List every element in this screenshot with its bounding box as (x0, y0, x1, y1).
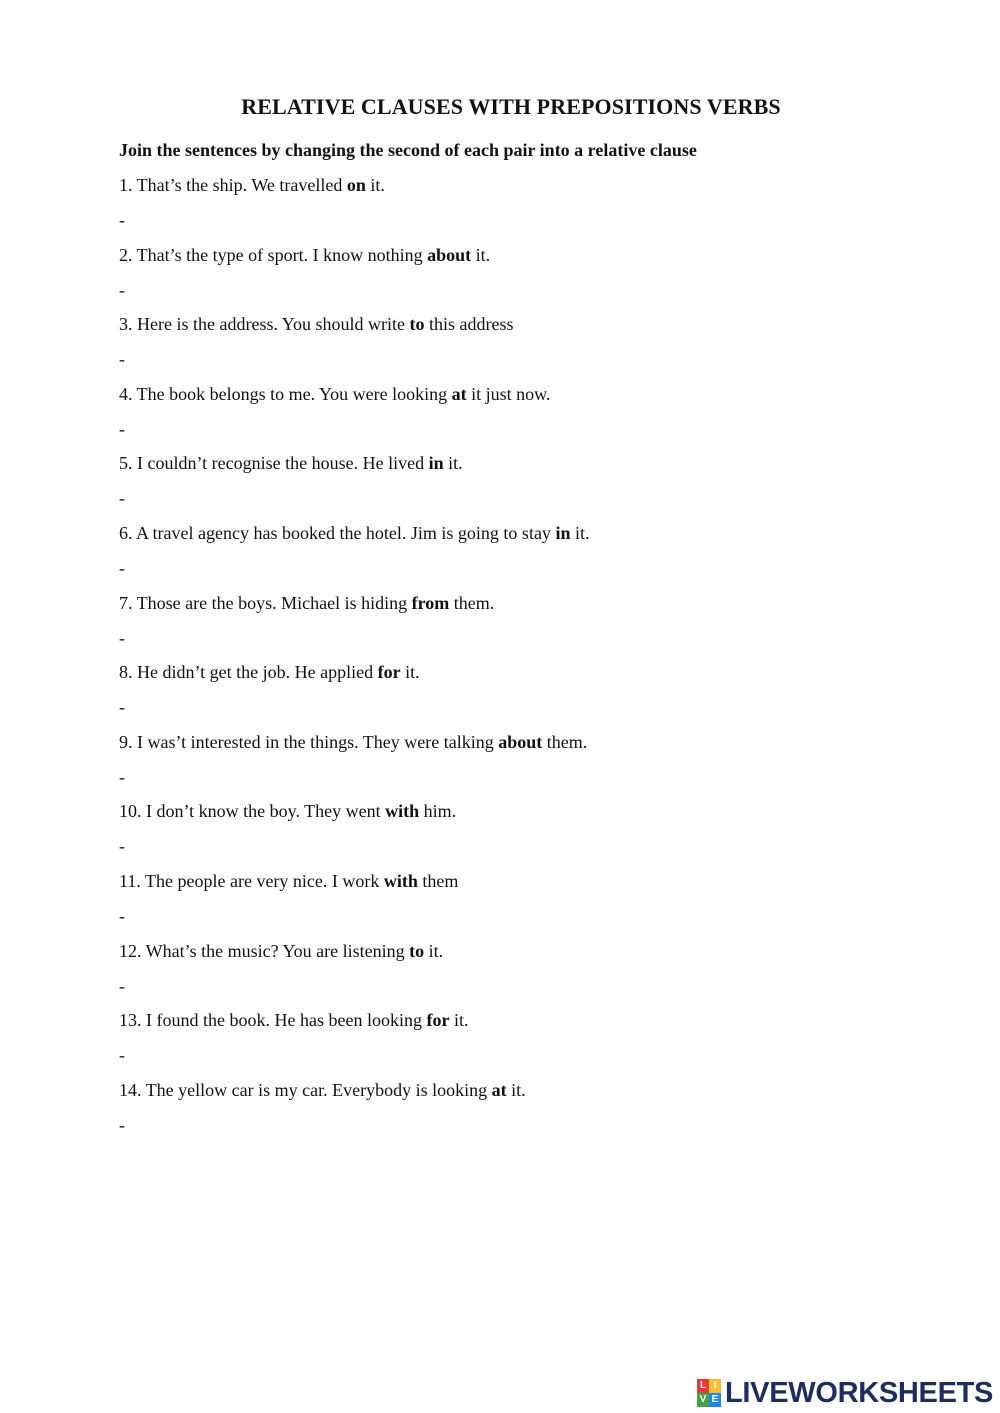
answer-input[interactable] (119, 487, 911, 509)
exercise-item (119, 244, 919, 314)
exercise-item (119, 870, 919, 940)
exercise-item (119, 592, 919, 662)
sentence-text: it. (400, 662, 420, 683)
exercise-sentence (119, 244, 490, 266)
answer-input[interactable] (119, 627, 911, 649)
preposition: on (346, 175, 366, 195)
exercise-item (119, 313, 919, 383)
exercise-item (119, 522, 919, 592)
preposition: about (427, 244, 472, 265)
sentence-text: 4. The book belongs to me. You were looking (119, 383, 452, 404)
exercise-sentence (119, 1009, 468, 1031)
answer-input[interactable] (119, 348, 911, 370)
sentence-text: it. (471, 244, 491, 265)
preposition: at (491, 1079, 507, 1100)
answer-input[interactable] (119, 557, 911, 579)
answer-input[interactable] (119, 1044, 911, 1066)
sentence-text: it just now. (466, 383, 551, 404)
answer-marker: - (119, 1045, 125, 1066)
answer-marker: - (119, 1114, 125, 1135)
sentence-text: it. (365, 175, 385, 195)
preposition: from (411, 592, 450, 613)
answer-input[interactable] (119, 1114, 911, 1136)
sentence-text: 7. Those are the boys. Michael is hiding (119, 592, 412, 613)
sentence-text: it. (424, 940, 444, 961)
sentence-text: it. (506, 1079, 526, 1100)
sentence-text: 10. I don’t know the boy. They went (119, 801, 386, 822)
exercise-sentence (119, 313, 513, 335)
sentence-text: it. (443, 453, 463, 474)
preposition: in (555, 522, 571, 543)
sentence-text: this address (424, 314, 514, 335)
sentence-text: 14. The yellow car is my car. Everybody is looking (119, 1079, 492, 1100)
answer-input[interactable] (119, 209, 911, 231)
sentence-text: them (417, 870, 459, 891)
sentence-text: him. (419, 801, 457, 822)
answer-input[interactable] (119, 835, 911, 857)
exercise-item (119, 731, 919, 801)
answer-marker: - (119, 279, 125, 300)
preposition: for (377, 662, 401, 683)
exercise-item (119, 661, 919, 731)
answer-marker: - (119, 697, 125, 718)
exercise-sentence (119, 800, 456, 822)
sentence-text: 13. I found the book. He has been looking (119, 1010, 427, 1031)
exercise-sentence (119, 174, 385, 196)
answer-marker: - (119, 418, 125, 439)
exercise-item (119, 174, 919, 244)
sentence-text: it. (570, 522, 590, 543)
liveworksheets-logo (697, 1378, 993, 1408)
exercise-sentence (119, 592, 494, 614)
exercise-sentence (119, 661, 420, 683)
logo-letter-l: L (697, 1379, 709, 1393)
sentence-text: 3. Here is the address. You should write (119, 314, 410, 335)
preposition: in (428, 453, 444, 474)
answer-marker: - (119, 975, 125, 996)
answer-input[interactable] (119, 766, 911, 788)
answer-marker: - (119, 627, 125, 648)
answer-input[interactable] (119, 418, 911, 440)
answer-marker: - (119, 210, 125, 230)
answer-input[interactable] (119, 279, 911, 301)
logo-letter-v: V (697, 1393, 709, 1407)
exercise-sentence (119, 940, 443, 962)
worksheet-title: RELATIVE CLAUSES WITH PREPOSITIONS VERBS (241, 94, 781, 119)
logo-letter-i: I (709, 1379, 721, 1393)
exercise-item (119, 383, 919, 453)
sentence-text: 12. What’s the music? You are listening (119, 940, 410, 961)
exercise-item (119, 1009, 919, 1079)
exercise-list (119, 174, 919, 1148)
exercise-sentence (119, 452, 463, 474)
sentence-text: them. (542, 731, 588, 752)
exercise-sentence (119, 731, 587, 753)
logo-wordmark: LIVEWORKSHEETS (725, 1376, 994, 1409)
exercise-item (119, 940, 919, 1010)
exercise-item (119, 452, 919, 522)
sentence-text: 6. A travel agency has booked the hotel. Jim is going to stay (119, 522, 556, 543)
instruction-text: Join the sentences by changing the second of each pair into a relative clause (119, 140, 697, 160)
answer-input[interactable] (119, 975, 911, 997)
logo-letter-e: E (709, 1393, 721, 1407)
sentence-text: 9. I was’t interested in the things. They were talking (119, 731, 499, 752)
answer-marker: - (119, 557, 125, 578)
exercise-sentence (119, 383, 551, 405)
preposition: to (409, 940, 425, 961)
sentence-text: 2. That’s the type of sport. I know nothing (119, 244, 428, 265)
preposition: for (426, 1010, 450, 1031)
sentence-text: it. (449, 1010, 469, 1031)
answer-marker: - (119, 836, 125, 857)
exercise-item (119, 1079, 919, 1149)
exercise-item (119, 800, 919, 870)
sentence-text: 5. I couldn’t recognise the house. He lived (119, 453, 429, 474)
answer-input[interactable] (119, 905, 911, 927)
liveworksheets-logo-icon (697, 1379, 721, 1407)
exercise-sentence (119, 1079, 526, 1101)
preposition: at (451, 383, 467, 404)
answer-marker: - (119, 488, 125, 509)
exercise-sentence (119, 522, 589, 544)
preposition: with (383, 870, 418, 891)
sentence-text: 11. The people are very nice. I work (119, 870, 384, 891)
exercise-sentence (119, 870, 458, 892)
answer-marker: - (119, 905, 125, 926)
answer-marker: - (119, 766, 125, 787)
sentence-text: 8. He didn’t get the job. He applied (119, 662, 378, 683)
sentence-text: 1. That’s the ship. We travelled (119, 175, 347, 195)
answer-input[interactable] (119, 696, 911, 718)
preposition: to (409, 314, 425, 335)
preposition: with (385, 801, 420, 822)
preposition: about (498, 731, 543, 752)
answer-marker: - (119, 349, 125, 370)
sentence-text: them. (449, 592, 495, 613)
